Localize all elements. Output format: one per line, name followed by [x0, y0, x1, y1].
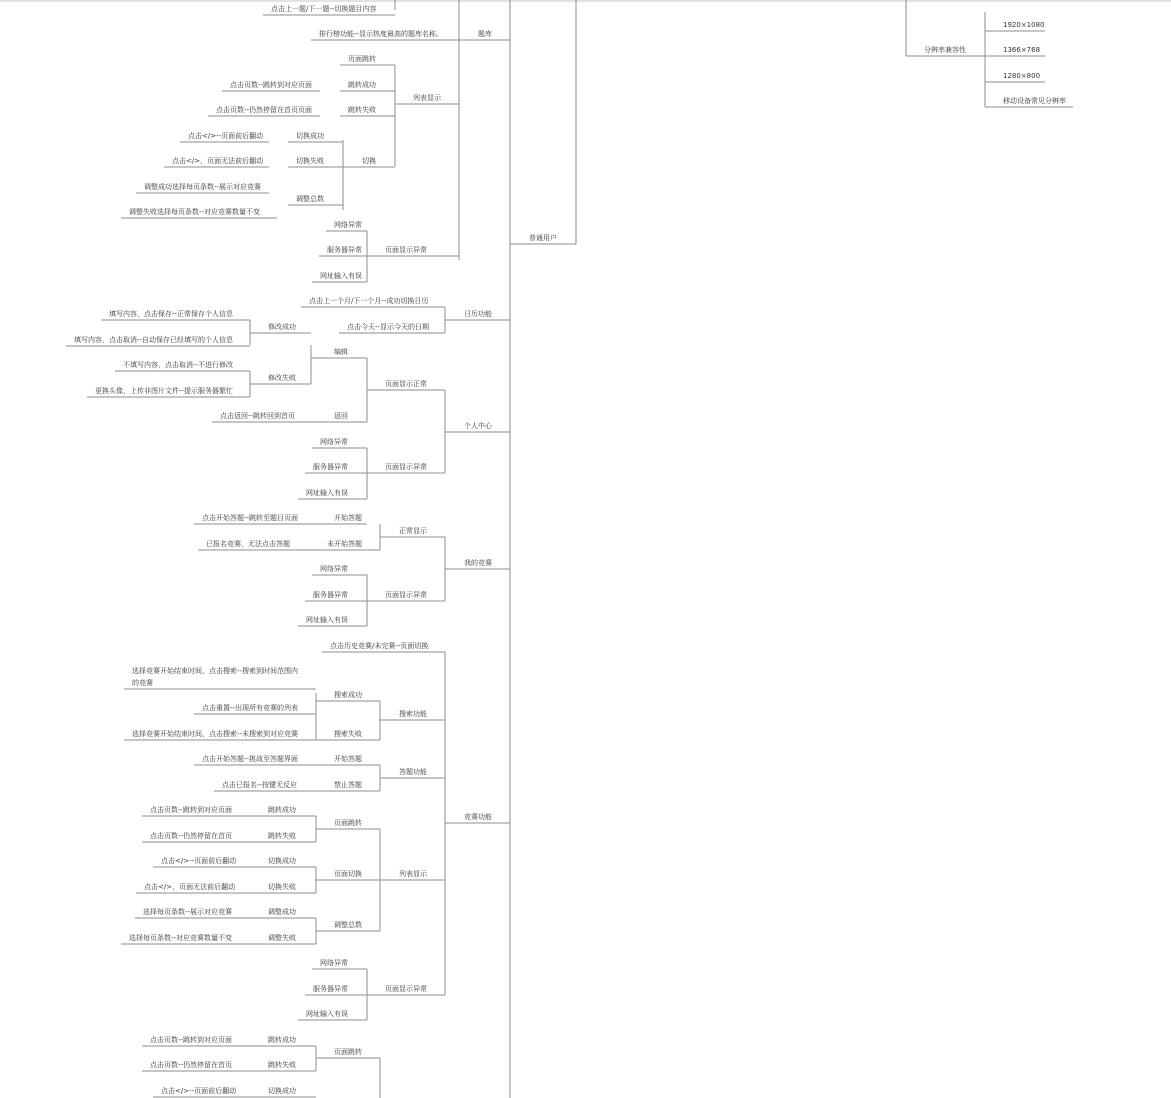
node-cf-js-d[interactable]: 点击页数--跳转到对应页面 — [150, 806, 233, 814]
node-mc-start[interactable]: 开始答题 — [334, 514, 362, 522]
node-lb-js[interactable]: 跳转成功 — [348, 81, 376, 89]
node-cf-ss1[interactable]: 选择竞赛开始结束时间，点击搜索--搜索到时间范围内的竞赛 — [132, 667, 299, 687]
node-cf-err[interactable]: 页面显示异常 — [385, 985, 427, 993]
node-lb-adj[interactable]: 调整总数 — [296, 195, 324, 203]
node-cf-adj[interactable]: 调整总数 — [334, 921, 362, 929]
node-tk-e1[interactable]: 网络异常 — [334, 221, 362, 229]
node-lb-list[interactable]: 列表显示 — [413, 94, 441, 102]
node-branch-ordinary-user[interactable]: 普通用户 — [529, 234, 557, 242]
node-cal1[interactable]: 点击上一个月/下一个月--成功切换日历 — [309, 297, 429, 305]
node-cf-e1[interactable]: 网络异常 — [320, 959, 348, 967]
node-mc-start-d[interactable]: 点击开始答题--跳转至题目页面 — [202, 514, 299, 522]
node-cal[interactable]: 日历功能 — [464, 310, 492, 318]
node-cf[interactable]: 竞赛功能 — [464, 813, 492, 821]
node-pc-e1[interactable]: 网络异常 — [320, 438, 348, 446]
node-cf-sf[interactable]: 搜索失败 — [334, 730, 362, 738]
node-b-ss[interactable]: 切换成功 — [268, 1087, 296, 1095]
node-cf-ans[interactable]: 答题功能 — [399, 768, 427, 776]
node-pc-e3[interactable]: 网址输入有误 — [306, 489, 348, 497]
node-res3[interactable]: 1280×800 — [1003, 72, 1041, 80]
node-cf-search[interactable]: 搜索功能 — [399, 710, 427, 718]
node-pc-mf[interactable]: 修改失败 — [268, 374, 296, 382]
node-pc-mf2[interactable]: 更换头像，上传非图片文件--提示服务器繁忙 — [95, 387, 234, 395]
node-cal2[interactable]: 点击今天--显示今天的日期 — [347, 323, 430, 331]
node-pc-back-d[interactable]: 点击返回--跳转回到首页 — [220, 412, 296, 420]
node-mc-not-d[interactable]: 已报名竞赛，无法点击答题 — [206, 540, 290, 548]
node-lb-sf-d[interactable]: 点击</>，页面无法前后翻动 — [172, 157, 264, 165]
node-cf-af[interactable]: 调整失败 — [268, 934, 296, 942]
node-cf-af-d[interactable]: 选择每页条数--对应竞赛数量不变 — [129, 934, 233, 942]
node-lb-sf[interactable]: 切换失败 — [296, 157, 324, 165]
node-lb-af-d[interactable]: 调整失败选择每页条数--对应竞赛数量不变 — [129, 208, 261, 216]
connector-lines — [250, 0, 985, 1098]
node-pc-norm[interactable]: 页面显示正常 — [385, 380, 427, 388]
node-mc-norm[interactable]: 正常显示 — [399, 527, 427, 535]
node-pc-err[interactable]: 页面显示异常 — [385, 463, 427, 471]
node-cf-st-d[interactable]: 点击开始答题--挑战至答题界面 — [202, 755, 299, 763]
node-cf-ss[interactable]: 搜索成功 — [334, 691, 362, 699]
node-n-tiku[interactable]: 题库 — [478, 30, 492, 38]
node-tk-e2[interactable]: 服务器异常 — [327, 246, 362, 254]
node-res4[interactable]: 移动设备常见分辨率 — [1003, 97, 1066, 105]
node-n-rank[interactable]: 排行榜功能--显示热度最高的题库名称。 — [319, 30, 444, 38]
node-lb-jf[interactable]: 跳转失败 — [348, 106, 376, 114]
node-cf-hist[interactable]: 点击历史竞赛/未完赛--页面切换 — [330, 642, 429, 650]
node-mc-not[interactable]: 未开始答题 — [327, 540, 362, 548]
node-b-jf-d[interactable]: 点击页数--仍然停留在首页 — [150, 1061, 233, 1069]
node-lb-jf-d[interactable]: 点击页数--仍然停留在首页页面 — [216, 106, 313, 114]
node-pc-back[interactable]: 返回 — [334, 412, 348, 420]
node-cf-jf-d[interactable]: 点击页数--仍然停留在首页 — [150, 832, 233, 840]
node-cf-ban-d[interactable]: 点击已报名--按键无反应 — [222, 781, 298, 789]
node-cf-swf-d[interactable]: 点击</>，页面无法前后翻动 — [144, 883, 236, 891]
node-mc-e1[interactable]: 网络异常 — [320, 565, 348, 573]
node-cf-ss2[interactable]: 点击重置--出现所有竞赛的列表 — [202, 704, 299, 712]
node-cf-swf[interactable]: 切换失败 — [268, 883, 296, 891]
node-cf-e2[interactable]: 服务器异常 — [313, 985, 348, 993]
node-b-js[interactable]: 跳转成功 — [268, 1036, 296, 1044]
node-pc-mf1[interactable]: 不填写内容，点击取消--不进行修改 — [123, 361, 234, 369]
node-cf-js[interactable]: 跳转成功 — [268, 806, 296, 814]
node-tk-e3[interactable]: 网址输入有误 — [320, 272, 362, 280]
node-mc[interactable]: 我的竞赛 — [464, 559, 492, 567]
node-res1[interactable]: 1920×1080 — [1003, 21, 1045, 29]
node-pc-ms2[interactable]: 填写内容，点击取消--自动保存已经填写的个人信息 — [74, 336, 234, 344]
node-b-ss-d[interactable]: 点击</>--页面前后翻动 — [161, 1087, 237, 1095]
node-mc-e2[interactable]: 服务器异常 — [313, 591, 348, 599]
node-cf-st[interactable]: 开始答题 — [334, 755, 362, 763]
node-lb-ss-d[interactable]: 点击</>--页面前后翻动 — [188, 132, 264, 140]
node-res2[interactable]: 1366×768 — [1003, 46, 1041, 54]
node-pc[interactable]: 个人中心 — [464, 422, 492, 430]
node-lb-js-d[interactable]: 点击页数--跳转到对应页面 — [230, 81, 313, 89]
node-cf-e3[interactable]: 网址输入有误 — [306, 1010, 348, 1018]
node-cf-sf-d[interactable]: 选择竞赛开始结束时间，点击搜索--未搜索到对应竞赛 — [132, 730, 299, 738]
node-pc-edit[interactable]: 编辑 — [334, 348, 348, 356]
node-cf-as-d[interactable]: 选择每页条数--展示对应竞赛 — [143, 908, 233, 916]
node-lb-pagejump[interactable]: 页面跳转 — [348, 55, 376, 63]
node-lb-ss[interactable]: 切换成功 — [296, 132, 324, 140]
node-cf-as[interactable]: 调整成功 — [268, 908, 296, 916]
node-res[interactable]: 分辨率兼容性 — [924, 46, 966, 54]
node-cf-sws-d[interactable]: 点击</>--页面前后翻动 — [161, 857, 237, 865]
node-n-top[interactable]: 点击上一题/下一题--切换题目内容 — [271, 5, 377, 13]
node-pc-ms[interactable]: 修改成功 — [268, 323, 296, 331]
node-lb-switch[interactable]: 切换 — [362, 157, 376, 165]
node-pc-e2[interactable]: 服务器异常 — [313, 463, 348, 471]
node-cf-list[interactable]: 列表显示 — [399, 870, 427, 878]
node-lb-as-d[interactable]: 调整成功选择每页条数--展示对应竞赛 — [144, 183, 262, 191]
node-cf-jf[interactable]: 跳转失败 — [268, 832, 296, 840]
node-b-jf[interactable]: 跳转失败 — [268, 1061, 296, 1069]
node-cf-ps[interactable]: 页面切换 — [334, 870, 362, 878]
node-cf-pj[interactable]: 页面跳转 — [334, 819, 362, 827]
node-pc-ms1[interactable]: 填写内容，点击保存--正常保存个人信息 — [109, 310, 234, 318]
node-tk-err[interactable]: 页面显示异常 — [385, 246, 427, 254]
node-b-js-d[interactable]: 点击页数--跳转到对应页面 — [150, 1036, 233, 1044]
node-mc-err[interactable]: 页面显示异常 — [385, 591, 427, 599]
node-cf-sws[interactable]: 切换成功 — [268, 857, 296, 865]
node-cf-ban[interactable]: 禁止答题 — [334, 781, 362, 789]
node-b-pj[interactable]: 页面跳转 — [334, 1048, 362, 1056]
node-mc-e3[interactable]: 网址输入有误 — [306, 616, 348, 624]
